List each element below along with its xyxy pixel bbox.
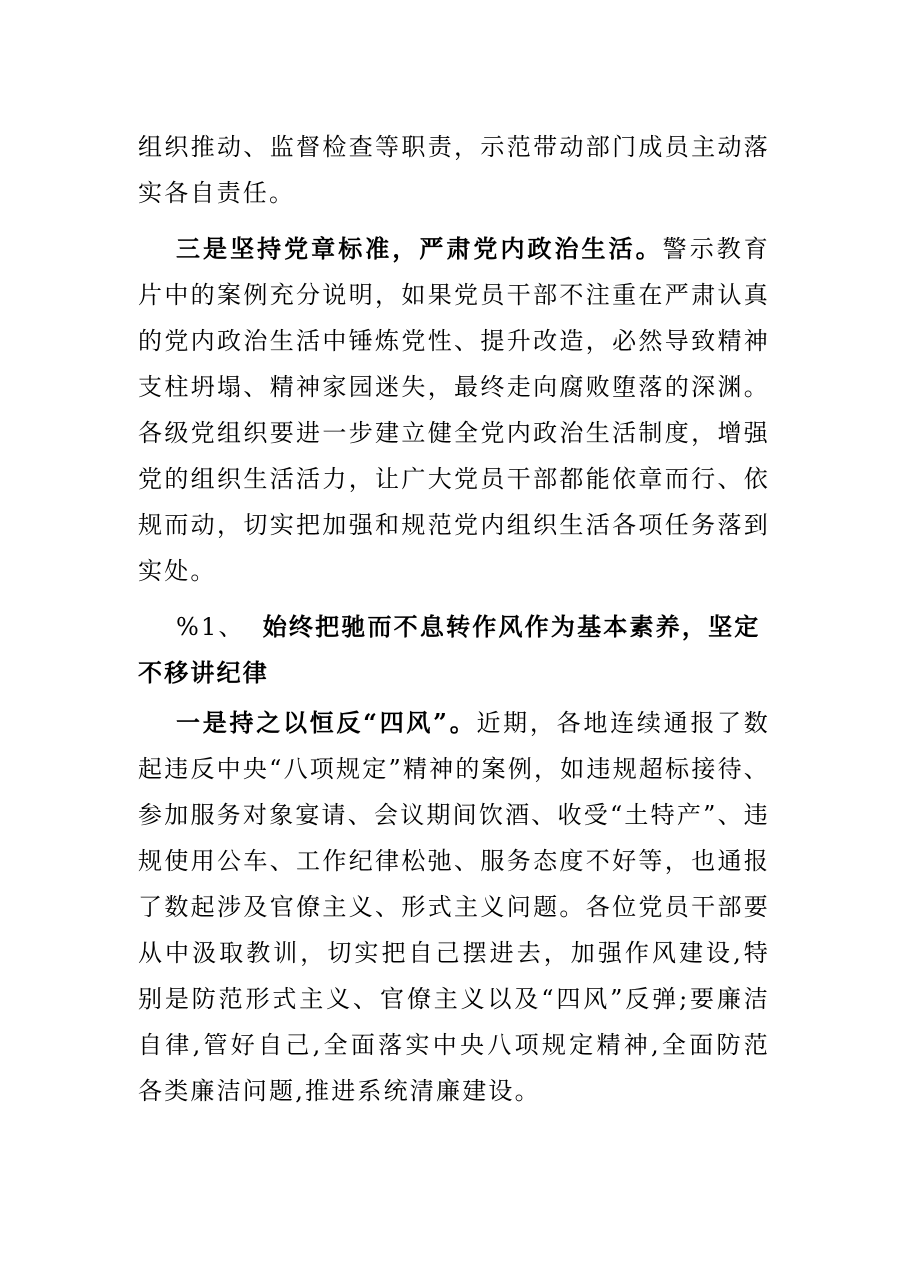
section-number: %1、 <box>176 613 245 641</box>
paragraph-text: 近期，各地连续通报了数起违反中央“八项规定”精神的案例，如违规超标接待、参加服务对象宴请、会议期间饮酒、收受“土特产”、违规使用公车、工作纪律松弛、服务态度不好等，也通报了数起涉及官僚主义、形式主义问题。各位党员干部要从中汲取教训，切实把自己摆进去，加强作风建设,特别是防范形式主义、官僚主义以及“四风”反弹;要廉洁自律,管好自己,全面落实中央八项规定精神,全面防范各类廉洁问题,推进系统清廉建设。 <box>138 709 770 1105</box>
paragraph-text: 警示教育片中的案例充分说明，如果党员干部不注重在严肃认真的党内政治生活中锤炼党性、提升改造，必然导致精神支柱坍塌、精神家园迷失，最终走向腐败堕落的深渊。各级党组织要进一步建立健全党内政治生活制度，增强党的组织生活活力，让广大党员干部都能依章而行、依规而动，切实把加强和规范党内组织生活各项任务落到实处。 <box>138 235 770 585</box>
paragraph-lead: 一是持之以恒反“四风”。 <box>176 708 477 737</box>
section-title: 始终把驰而不息转作风作为基本素养，坚定不移讲纪律 <box>138 612 761 687</box>
section-heading <box>138 604 770 696</box>
paragraph-lead: 三是坚持党章标准，严肃党内政治生活。 <box>176 234 663 263</box>
paragraph-continuation <box>138 124 770 216</box>
document-body <box>138 124 770 1114</box>
paragraph-four-winds <box>138 700 770 1114</box>
paragraph-text: 组织推动、监督检查等职责，示范带动部门成员主动落实各自责任。 <box>138 133 770 207</box>
paragraph-political-life <box>138 226 770 594</box>
